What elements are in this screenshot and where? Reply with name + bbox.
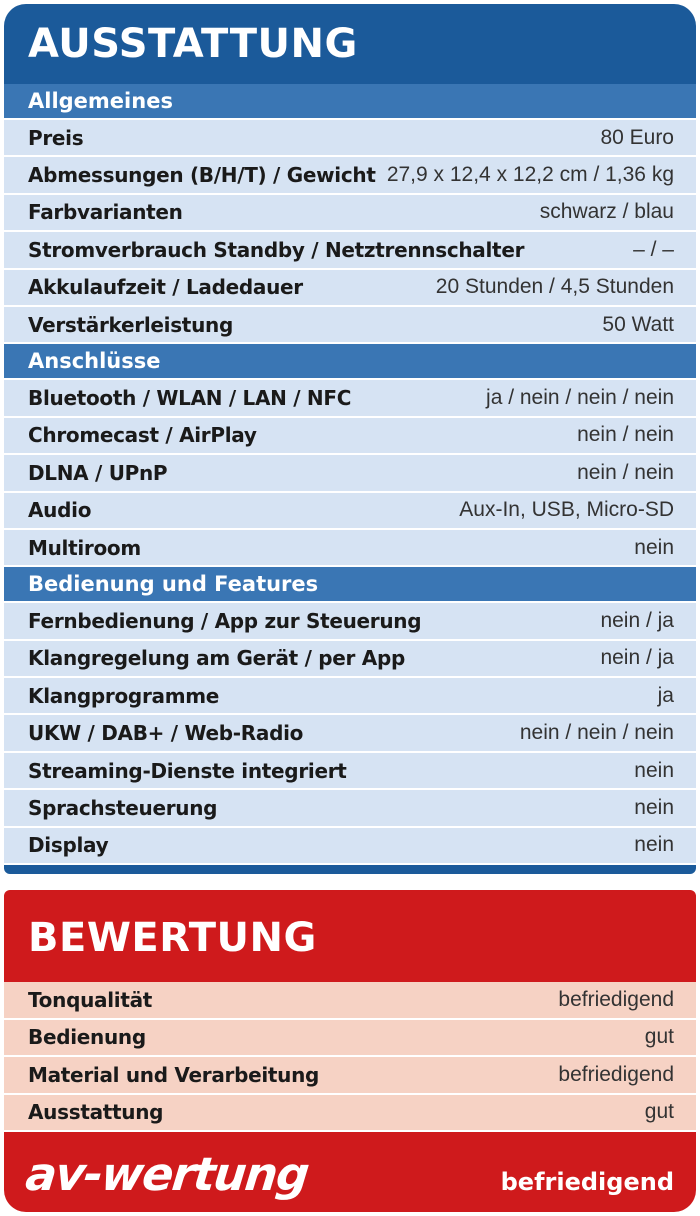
row-value: gut (644, 1025, 674, 1049)
row-label: Audio (28, 498, 92, 523)
table-row (4, 982, 696, 1020)
row-value: 20 Stunden / 4,5 Stunden (435, 275, 674, 299)
table-row (4, 195, 696, 232)
table-row (4, 380, 696, 417)
section-header-bedienung: Bedienung und Features (4, 567, 696, 603)
row-label: Streaming-Dienste integriert (28, 758, 347, 783)
row-value: nein (634, 535, 674, 559)
row-value: nein (634, 833, 674, 857)
row-label: Stromverbrauch Standby / Netztrennschalter (28, 237, 525, 262)
row-value: befriedigend (558, 987, 674, 1011)
row-label: UKW / DAB+ / Web-Radio (28, 721, 304, 746)
row-value: nein (634, 795, 674, 819)
ausstattung-title: AUSSTATTUNG (28, 21, 358, 67)
table-row (4, 455, 696, 492)
row-label: Akkulaufzeit / Ladedauer (28, 275, 303, 300)
table-row (4, 790, 696, 827)
row-value: 50 Watt (602, 312, 674, 336)
row-label: Ausstattung (28, 1100, 164, 1125)
row-value: schwarz / blau (539, 200, 674, 224)
row-label: Fernbedienung / App zur Steuerung (28, 608, 422, 633)
row-label: Abmessungen (B/H/T) / Gewicht (28, 163, 376, 188)
row-value: nein / nein (577, 423, 674, 447)
table-row (4, 120, 696, 157)
row-value: ja / nein / nein / nein (486, 386, 674, 410)
table-row (4, 232, 696, 269)
overall-rating-bar (4, 1136, 696, 1212)
section-header-allgemeines: Allgemeines (4, 84, 696, 120)
row-value: 80 Euro (600, 125, 674, 149)
row-label: Klangregelung am Gerät / per App (28, 646, 405, 671)
table-row (4, 493, 696, 530)
allgemeines-rows (4, 120, 696, 344)
row-label: Farbvarianten (28, 200, 183, 225)
table-row (4, 678, 696, 715)
table-row (4, 307, 696, 344)
table-row (4, 641, 696, 678)
row-value: Aux-In, USB, Micro-SD (459, 498, 674, 522)
table-row (4, 1020, 696, 1058)
row-label: Tonqualität (28, 987, 153, 1012)
row-label: Bluetooth / WLAN / LAN / NFC (28, 386, 352, 411)
row-label: Klangprogramme (28, 683, 220, 708)
row-label: Verstärkerleistung (28, 312, 233, 337)
row-value: befriedigend (558, 1062, 674, 1086)
row-label: Display (28, 833, 109, 858)
bewertung-title: BEWERTUNG (28, 915, 317, 961)
table-row (4, 828, 696, 865)
row-label: Bedienung (28, 1025, 146, 1050)
anschluesse-rows (4, 380, 696, 567)
overall-rating: befriedigend (500, 1168, 674, 1196)
row-value: nein (634, 758, 674, 782)
table-row (4, 530, 696, 567)
bedienung-rows (4, 603, 696, 865)
table-row (4, 753, 696, 790)
row-value: gut (644, 1100, 674, 1124)
table-row (4, 157, 696, 194)
row-value: nein / nein / nein (519, 721, 674, 745)
row-label: Preis (28, 125, 84, 150)
bewertung-rows (4, 982, 696, 1132)
row-value: nein / ja (600, 646, 674, 670)
av-wertung-logo: av-wertung (23, 1147, 311, 1201)
row-value: ja (657, 683, 674, 707)
table-row (4, 603, 696, 640)
row-value: nein / ja (600, 608, 674, 632)
row-label: Material und Verarbeitung (28, 1062, 320, 1087)
section-header-anschluesse: Anschlüsse (4, 344, 696, 380)
row-label: DLNA / UPnP (28, 460, 168, 485)
bewertung-panel (4, 890, 696, 1212)
row-value: – / – (633, 237, 674, 261)
table-row (4, 1057, 696, 1095)
table-row (4, 715, 696, 752)
row-value: nein / nein (577, 460, 674, 484)
table-row (4, 418, 696, 455)
table-row (4, 270, 696, 307)
row-value: 27,9 x 12,4 x 12,2 cm / 1,36 kg (386, 163, 674, 187)
row-label: Multiroom (28, 535, 141, 560)
ausstattung-panel (4, 4, 696, 874)
table-row (4, 1095, 696, 1133)
row-label: Chromecast / AirPlay (28, 423, 257, 448)
row-label: Sprachsteuerung (28, 795, 218, 820)
